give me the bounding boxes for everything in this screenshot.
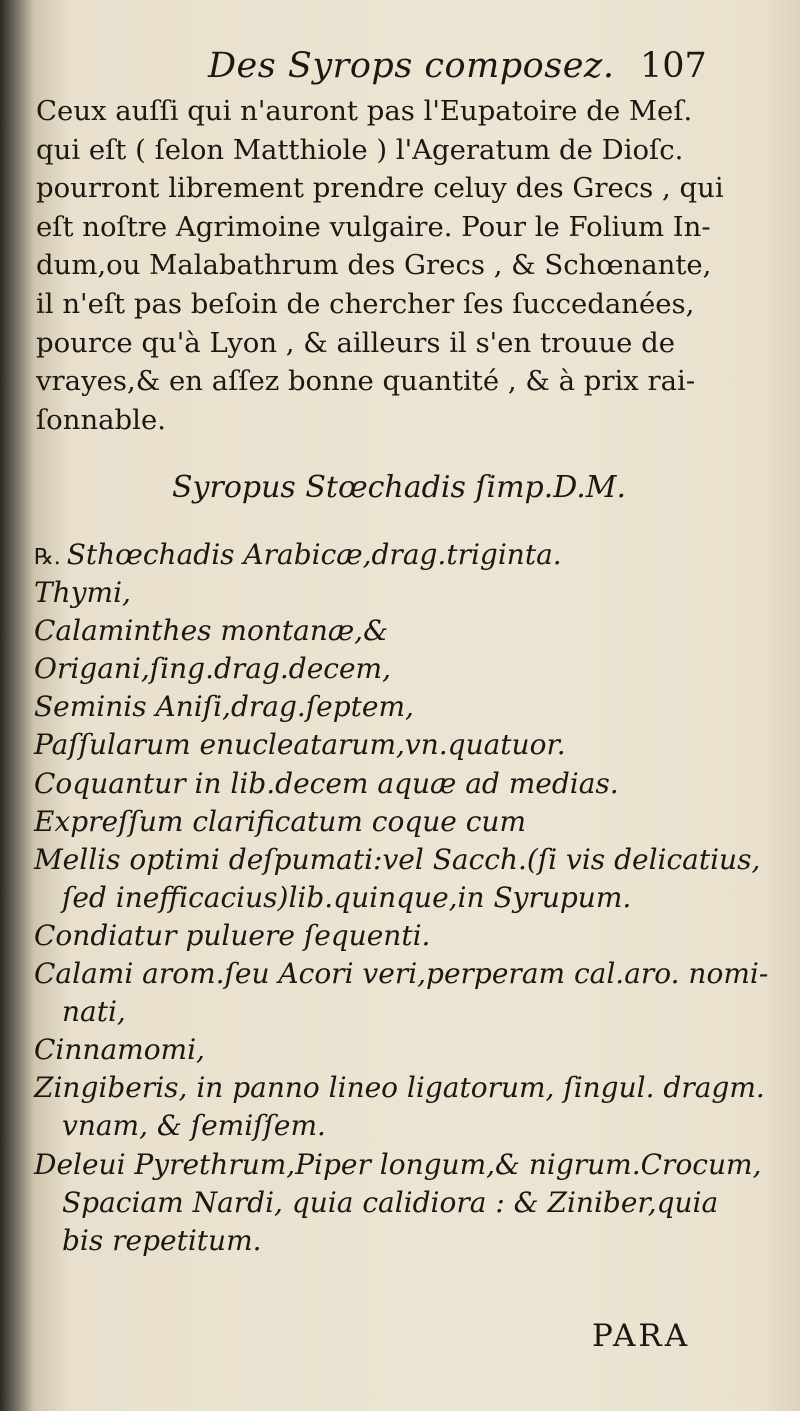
recipe-title: Syropus Stœchadis ſimp.D.M. [172, 470, 627, 505]
prose-line: qui eſt ( ſelon Matthiole ) l'Ageratum de Dioſc. [36, 133, 684, 166]
recipe-line: ſed inefficacius)lib.quinque,in Syrupum. [62, 880, 632, 914]
prose-line: vrayes,& en aſſez bonne quantité , & à prix rai- [36, 365, 696, 398]
prose-line: ſonnable. [36, 403, 166, 436]
recipe-line: vnam, & ſemiſſem. [62, 1109, 326, 1143]
prose-line: eſt noſtre Agrimoine vulgaire. Pour le Folium In- [36, 210, 711, 243]
prose-line: il n'eſt pas beſoin de chercher ſes ſuccedanées, [36, 287, 695, 320]
page-header [0, 46, 800, 96]
recipe-list [34, 536, 769, 1260]
recipe-line: Coquantur in lib.decem aquæ ad medias. [34, 766, 619, 800]
prose-line: Ceux auſſi qui n'auront pas l'Eupatoire de Meſ. [36, 95, 693, 127]
recipe-symbol: ℞. [34, 545, 61, 570]
recipe-line: Paſſularum enucleatarum,vn.quatuor. [34, 728, 566, 762]
recipe-line-text: Sthœchadis Arabicæ,drag.triginta. [66, 538, 562, 571]
page-number: 107 [640, 46, 707, 86]
recipe-line: Mellis optimi deſpumati:vel Sacch.(ſi vis delicatius, [34, 842, 761, 876]
recipe-line: Spaciam Nardi, quia calidiora : & Ziniber,quia [62, 1185, 719, 1219]
recipe-line: Origani,ſing.drag.decem, [34, 652, 391, 686]
recipe-line: bis repetitum. [62, 1223, 262, 1257]
prose-line: pourront librement prendre celuy des Grecs , qui [36, 172, 724, 205]
catchword: PARA [592, 1318, 691, 1354]
prose-line: pource qu'à Lyon , & ailleurs il s'en trouue de [36, 326, 676, 359]
prose-paragraph [36, 92, 724, 439]
recipe-line: Zingiberis, in panno lineo ligatorum, ſingul. dragm. [34, 1071, 765, 1105]
recipe-line: Thymi, [34, 576, 131, 610]
recipe-line: Deleui Pyrethrum,Piper longum,& nigrum.Crocum, [34, 1147, 762, 1181]
running-title: Des Syrops composez. [208, 46, 615, 86]
prose-line: dum,ou Malabathrum des Grecs , & Schœnante, [36, 249, 712, 282]
recipe-line: Expreſſum clarificatum coque cum [34, 804, 527, 838]
recipe-line: Calaminthes montanæ,& [34, 614, 388, 648]
recipe-line: Cinnamomi, [34, 1033, 205, 1067]
recipe-line: nati, [62, 995, 126, 1029]
recipe-line [34, 536, 764, 574]
recipe-line: Condiatur puluere ſequenti. [34, 918, 431, 952]
recipe-line: Seminis Aniſi,drag.ſeptem, [34, 690, 414, 724]
recipe-line: Calami arom.ſeu Acori veri,perperam cal.aro. nomi- [34, 957, 769, 991]
